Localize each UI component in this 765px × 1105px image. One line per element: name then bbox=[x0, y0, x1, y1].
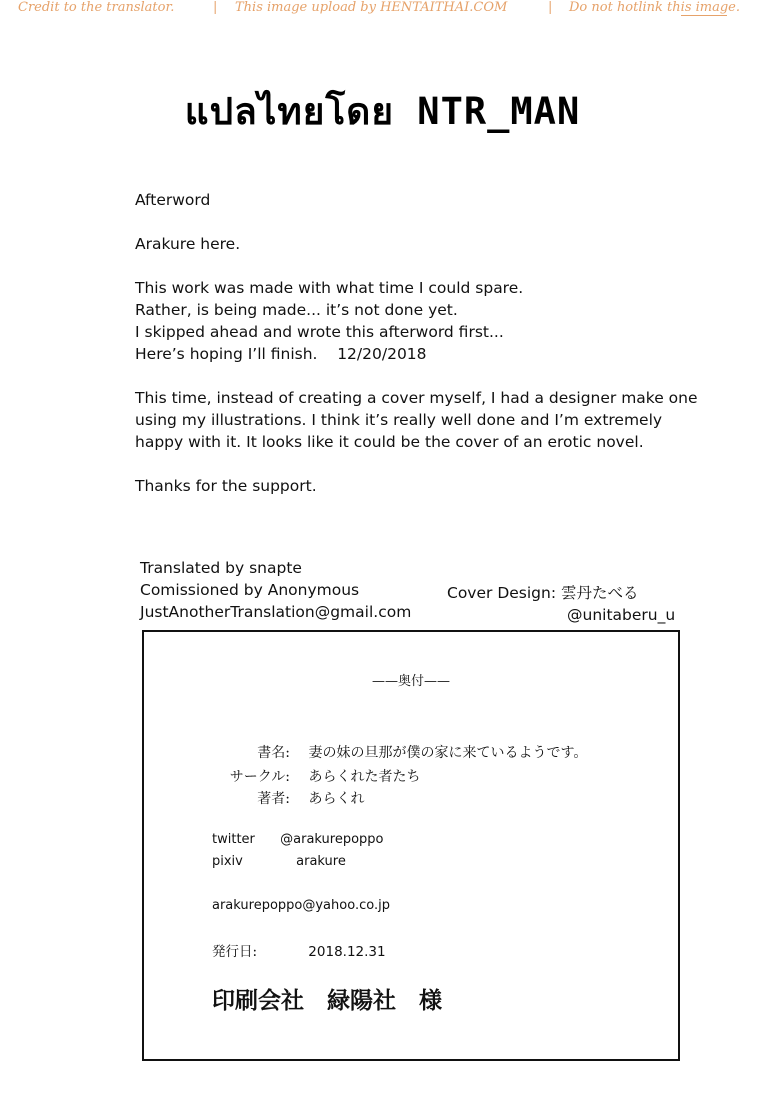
watermark-banner bbox=[0, 0, 765, 20]
banner-upload: This image upload by HENTAITHAI.COM bbox=[235, 0, 508, 15]
text-line: Here’s hoping I’ll finish. 12/20/2018 bbox=[135, 345, 427, 363]
book-title-label: 書名: bbox=[257, 745, 290, 761]
afterword-paragraph-1 bbox=[135, 277, 695, 365]
banner-separator-1: | bbox=[213, 0, 218, 15]
pixiv-row bbox=[212, 854, 346, 869]
colophon-book-row bbox=[214, 742, 587, 762]
text-line: Rather, is being made... it’s not done yet. bbox=[135, 301, 458, 319]
text-line: This time, instead of creating a cover myself, I had a designer make one bbox=[135, 389, 698, 407]
circle-value: あらくれた者たち bbox=[308, 769, 421, 785]
text-line: I skipped ahead and wrote this afterword first... bbox=[135, 323, 504, 341]
credit-commissioner: Comissioned by Anonymous bbox=[140, 581, 360, 599]
publish-date-row bbox=[212, 940, 386, 960]
publish-date-value: 2018.12.31 bbox=[308, 944, 386, 960]
circle-label: サークル: bbox=[229, 769, 290, 785]
credit-translator: Translated by snapte bbox=[140, 559, 302, 577]
colophon-author-row bbox=[214, 788, 364, 808]
credit-email: JustAnotherTranslation@gmail.com bbox=[140, 603, 412, 621]
author-value: あらくれ bbox=[308, 791, 365, 807]
author-label: 著者: bbox=[257, 791, 290, 807]
pixiv-label: pixiv bbox=[212, 854, 243, 869]
banner-separator-2: | bbox=[548, 0, 553, 15]
colophon-header: ——奥付—— bbox=[371, 674, 450, 689]
banner-hotlink: Do not hotlink this image. bbox=[569, 0, 740, 15]
colophon-box bbox=[142, 630, 680, 1061]
pixiv-handle: arakure bbox=[296, 854, 346, 869]
book-title-value: 妻の妹の旦那が僕の家に来ているようです。 bbox=[308, 745, 588, 761]
twitter-label: twitter bbox=[212, 832, 255, 847]
publish-date-label: 発行日: bbox=[212, 944, 258, 960]
twitter-row bbox=[212, 832, 384, 847]
afterword-thanks: Thanks for the support. bbox=[135, 477, 317, 495]
translator-title: แปลไทยโดย NTR_MAN bbox=[184, 90, 581, 133]
banner-underline bbox=[681, 15, 727, 16]
cover-design-credit: Cover Design: 雲丹たべる bbox=[447, 584, 639, 602]
afterword-heading: Afterword bbox=[135, 191, 211, 209]
afterword-paragraph-2 bbox=[135, 387, 698, 453]
text-line: happy with it. It looks like it could be the cover of an erotic novel. bbox=[135, 433, 644, 451]
printer-credit: 印刷会社 緑陽社 様 bbox=[212, 988, 442, 1014]
contact-email: arakurepoppo@yahoo.co.jp bbox=[212, 898, 390, 913]
banner-credit: Credit to the translator. bbox=[18, 0, 175, 15]
twitter-handle: @arakurepoppo bbox=[280, 832, 384, 847]
text-line: This work was made with what time I could spare. bbox=[135, 279, 524, 297]
text-line: using my illustrations. I think it’s really well done and I’m extremely bbox=[135, 411, 663, 429]
afterword-intro: Arakure here. bbox=[135, 235, 241, 253]
colophon-circle-row bbox=[214, 766, 420, 786]
cover-design-handle: @unitaberu_u bbox=[567, 606, 676, 624]
